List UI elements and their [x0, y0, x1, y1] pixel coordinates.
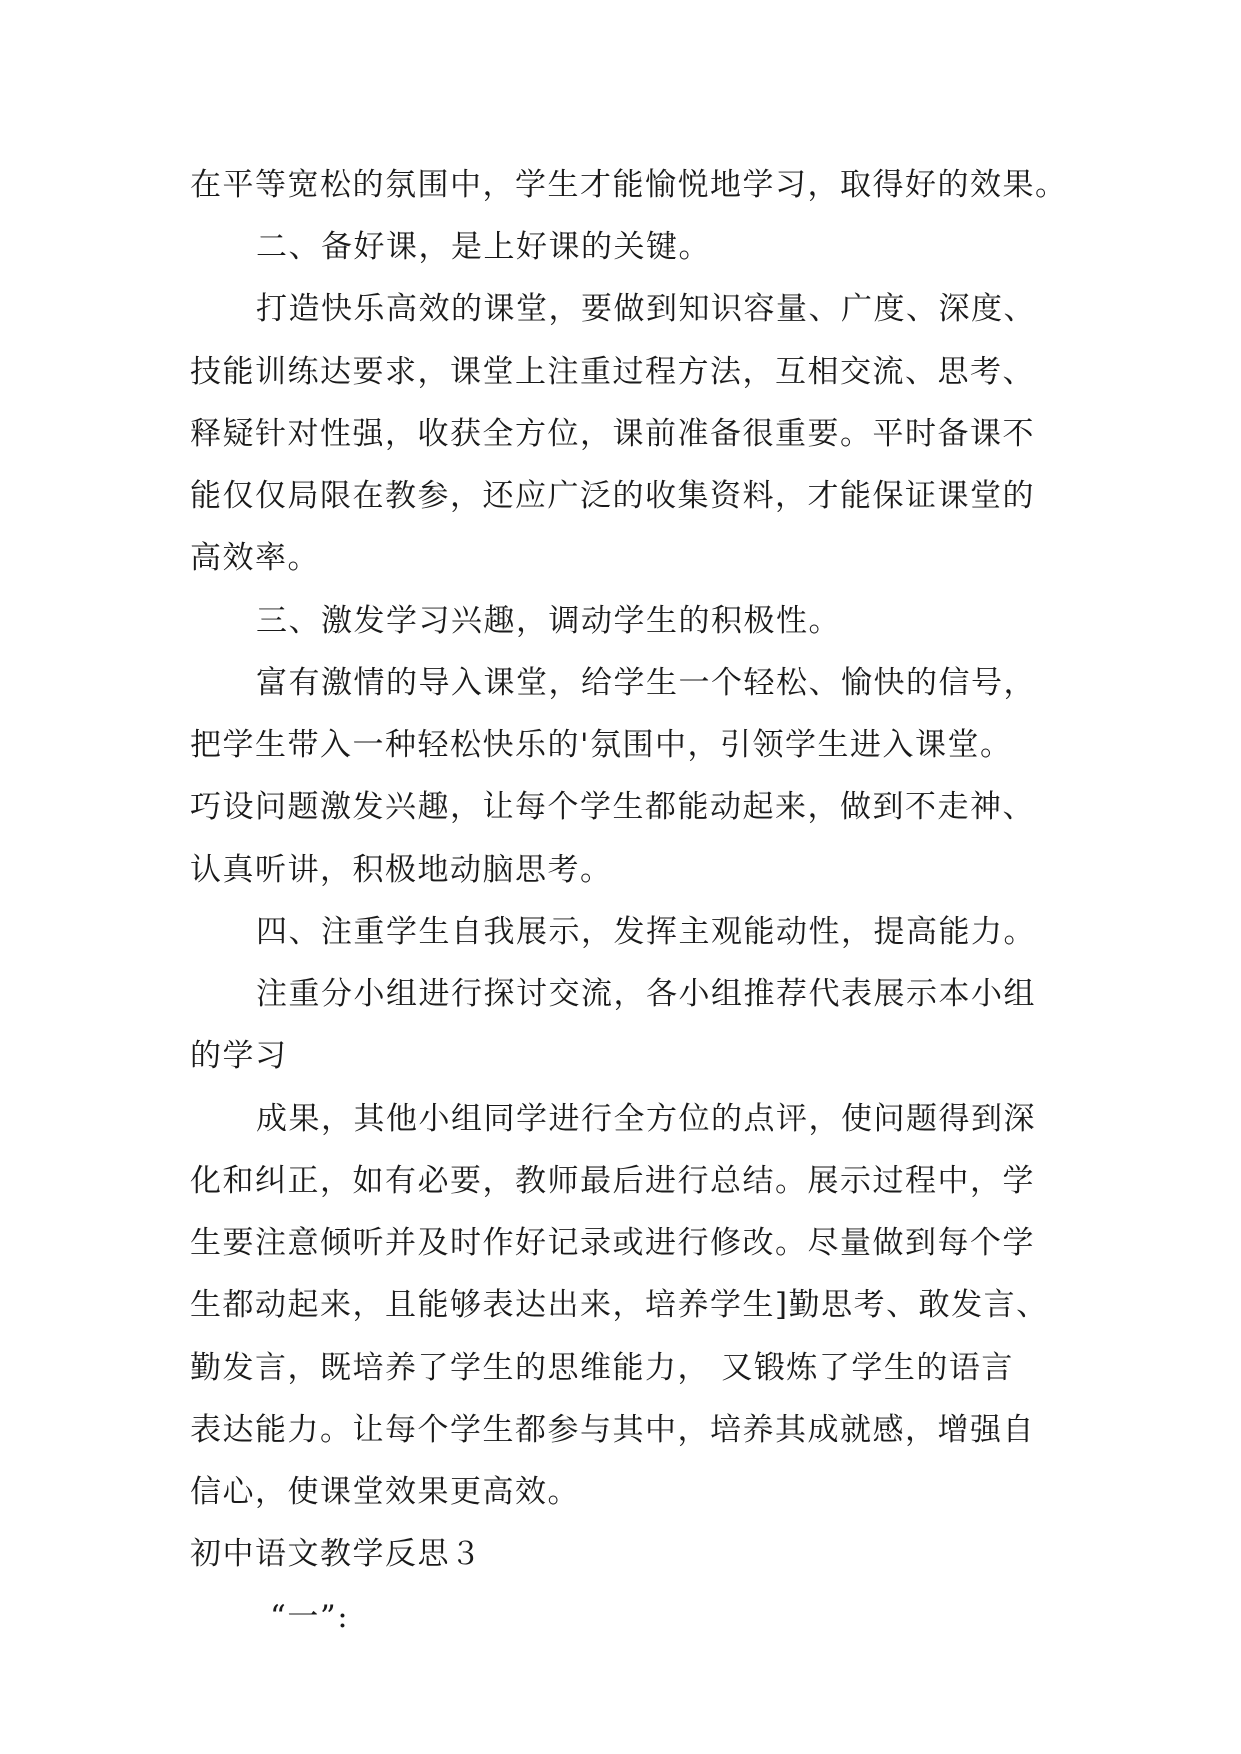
- section-heading-2: 二、备好课，是上好课的关键。: [256, 229, 711, 265]
- text-line-5: 释疑针对性强，收获全方位，课前准备很重要。平时备课不: [190, 416, 1035, 452]
- section-heading-4: 四、注重学生自我展示，发挥主观能动性，提高能力。: [256, 914, 1036, 950]
- text-line-19: 生都动起来，且能够表达出来，培养学生]勤思考、敢发言、: [190, 1287, 1049, 1323]
- text-line-11: 巧设问题激发兴趣，让每个学生都能动起来，做到不走神、: [190, 789, 1035, 825]
- text-line-12: 认真听讲，积极地动脑思考。: [190, 852, 613, 888]
- text-line-24: “一”:: [270, 1599, 350, 1635]
- text-line-3: 打造快乐高效的课堂，要做到知识容量、广度、深度、: [256, 291, 1036, 327]
- text-line-17: 化和纠正，如有必要，教师最后进行总结。展示过程中，学: [190, 1163, 1035, 1199]
- text-line-7: 高效率。: [190, 540, 320, 576]
- text-line-1: 在平等宽松的氛围中，学生才能愉悦地学习，取得好的效果。: [190, 167, 1068, 203]
- text-line-9: 富有激情的导入课堂，给学生一个轻松、愉快的信号，: [256, 665, 1036, 701]
- text-line-14: 注重分小组进行探讨交流，各小组推荐代表展示本小组: [256, 976, 1036, 1012]
- section-heading-3: 三、激发学习兴趣，调动学生的积极性。: [256, 603, 841, 639]
- text-line-15: 的学习: [190, 1038, 288, 1074]
- text-line-18: 生要注意倾听并及时作好记录或进行修改。尽量做到每个学: [190, 1225, 1035, 1261]
- text-line-21: 表达能力。让每个学生都参与其中，培养其成就感，增强自: [190, 1412, 1035, 1448]
- text-line-6: 能仅仅局限在教参，还应广泛的收集资料，才能保证课堂的: [190, 478, 1035, 514]
- text-line-4: 技能训练达要求，课堂上注重过程方法，互相交流、思考、: [190, 354, 1035, 390]
- text-line-16: 成果，其他小组同学进行全方位的点评，使问题得到深: [256, 1101, 1036, 1137]
- text-line-20: 勤发言，既培养了学生的思维能力， 又锻炼了学生的语言: [190, 1350, 1014, 1386]
- text-line-10: 把学生带入一种轻松快乐的'氛围中，引领学生进入课堂。: [190, 727, 1013, 763]
- section-title: 初中语文教学反思３: [190, 1536, 483, 1572]
- text-line-22: 信心，使课堂效果更高效。: [190, 1474, 580, 1510]
